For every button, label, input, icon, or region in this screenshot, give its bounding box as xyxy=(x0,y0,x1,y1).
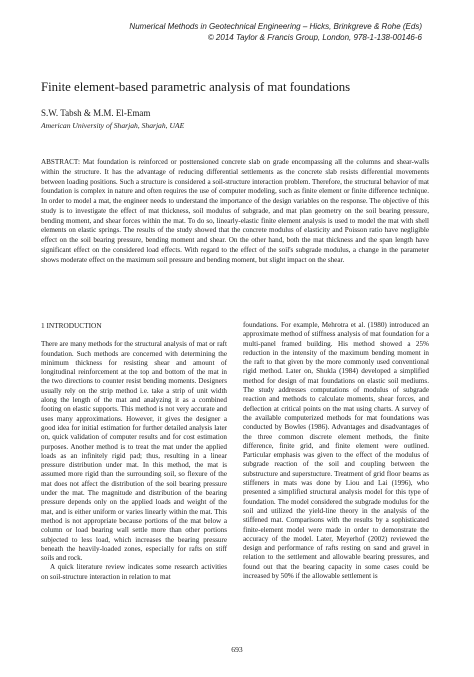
column-right xyxy=(243,321,429,581)
page-number: 693 xyxy=(231,645,243,654)
author-affiliation: American University of Sharjah, Sharjah, UAE xyxy=(41,121,185,130)
paper-authors: S.W. Tabsh & M.M. El-Emam xyxy=(41,108,151,118)
running-head xyxy=(42,22,422,43)
intro-paragraph-1: There are many methods for the structural analysis of mat or raft foundation. Such methods are concerned with determining the minimum thickness for resisting shear and amount of longitudinal reinforcement at the top and bottom of the mat in the two directions to counter resist bending moments. Designers usually rely on the strip method i.e. take a strip of unit width along the length of the mat and analyzing it as a combined footing on elastic supports. This method is not very accurate and uses many approximations. However, it gives the designer a good idea for initial estimation for further detailed analysis later on, quick validation of computer results and for cost estimation purposes. Another method is to treat the mat under the applied loads as an infinitely rigid pad; thus, resulting in a linear pressure distribution under mat. In this method, the mat is assumed more rigid than the surrounding soil, so flexure of the mat does not affect the distribution of the soil bearing pressure under the mat. The magnitude and distribution of the bearing pressure depends only on the applied loads and weight of the mat, and is either uniform or varies linearly within the mat. This method is not appropriate because portions of the mat below a column or load bearing wall settle more than other portions subjected to less load, which increases the bearing pressure beneath the heavily-loaded zones, especially for rafts on stiff soils and rock. xyxy=(41,340,227,563)
running-head-citation: Numerical Methods in Geotechnical Engineering – Hicks, Brinkgreve & Rohe (Eds) xyxy=(129,22,422,31)
column-left xyxy=(41,321,227,582)
running-head-copyright: © 2014 Taylor & Francis Group, London, 978-1-138-00146-6 xyxy=(207,32,422,42)
intro-paragraph-2: A quick literature review indicates some research activities on soil-structure interaction in relation to mat xyxy=(41,563,227,581)
intro-paragraph-3: foundations. For example, Mehrotra et al. (1980) introduced an approximate method of stiffness analysis of mat foundation for a multi-panel framed building. His method showed a 25% reduction in the intensity of the maximum bending moment in the raft to that given by the more commonly used conventional rigid method. Later on, Shukla (1984) developed a simplified method for design of mat foundations on elastic soil mediums. The study addresses computations of modulus of subgrade reaction and methods to calculate moments, shear forces, and deflection at critical points on the mat using charts. A survey of the available computerized methods for mat foundations was conducted by Bowles (1986). Advantages and disadvantages of the three common discrete element methods, the finite difference, finite grid, and finite element were outlined. Particular emphasis was given to the effect of the modulus of subgrade reaction of the soil and coupling between the substructure and superstucture. Treatment of grid floor beams as stiffeners in mats was done by Liou and Lai (1996), who presented a simplified structural analysis model for this type of foundation. The model considered the subgrade modulus for the soil and utilized the yield-line theory in the analysis of the stiffened mat. Comparisons with the results by a sophisticated finite-element model were made in order to demonstrate the accuracy of the model. Later, Meyerhof (2002) reviewed the design and performance of rafts resting on sand and gravel in relation to the settlement and allowable bearing pressures, and found out that the bearing capacity in some cases could be increased by 50% if the allowable settlement is xyxy=(243,321,429,581)
section-heading-introduction: 1 INTRODUCTION xyxy=(41,321,102,330)
abstract: ABSTRACT: Mat foundation is reinforced or posttensioned concrete slab on grade encompassing all the columns and shear-walls within the structure. It has the advantage of reducing differential settlements as the concrete slab resists differential movements between loading positions. Such a structure is considered a soil-structure interaction problem. Therefore, the structural behavior of mat foundation is complex in nature and often requires the use of computer modeling, such as finite element or finite difference technique. In order to model a mat, the engineer needs to understand the importance of the design variables on the response. The objective of this study is to investigate the effect of mat thickness, soil modulus of subgrade, and mat plan geometry on the soil bearing pressure, bending moment, and shear forces within the mat. To do so, linearly-elastic finite element analysis is used to model the mat with shell elements on elastic springs. The results of the study showed that the concrete modulus of elasticity and Poisson ratio have negligible effect on the soil bearing pressure, bending moment and shear. On the other hand, both the mat thickness and the span length have significant effect on the considered load effects. With regard to the effect of the soil's subgrade modulus, a change in the parameter shows moderate effect on the maximum soil pressure and bending moment, but slight impact on the shear. xyxy=(41,158,429,264)
paper-title: Finite element-based parametric analysis of mat foundations xyxy=(41,80,351,94)
